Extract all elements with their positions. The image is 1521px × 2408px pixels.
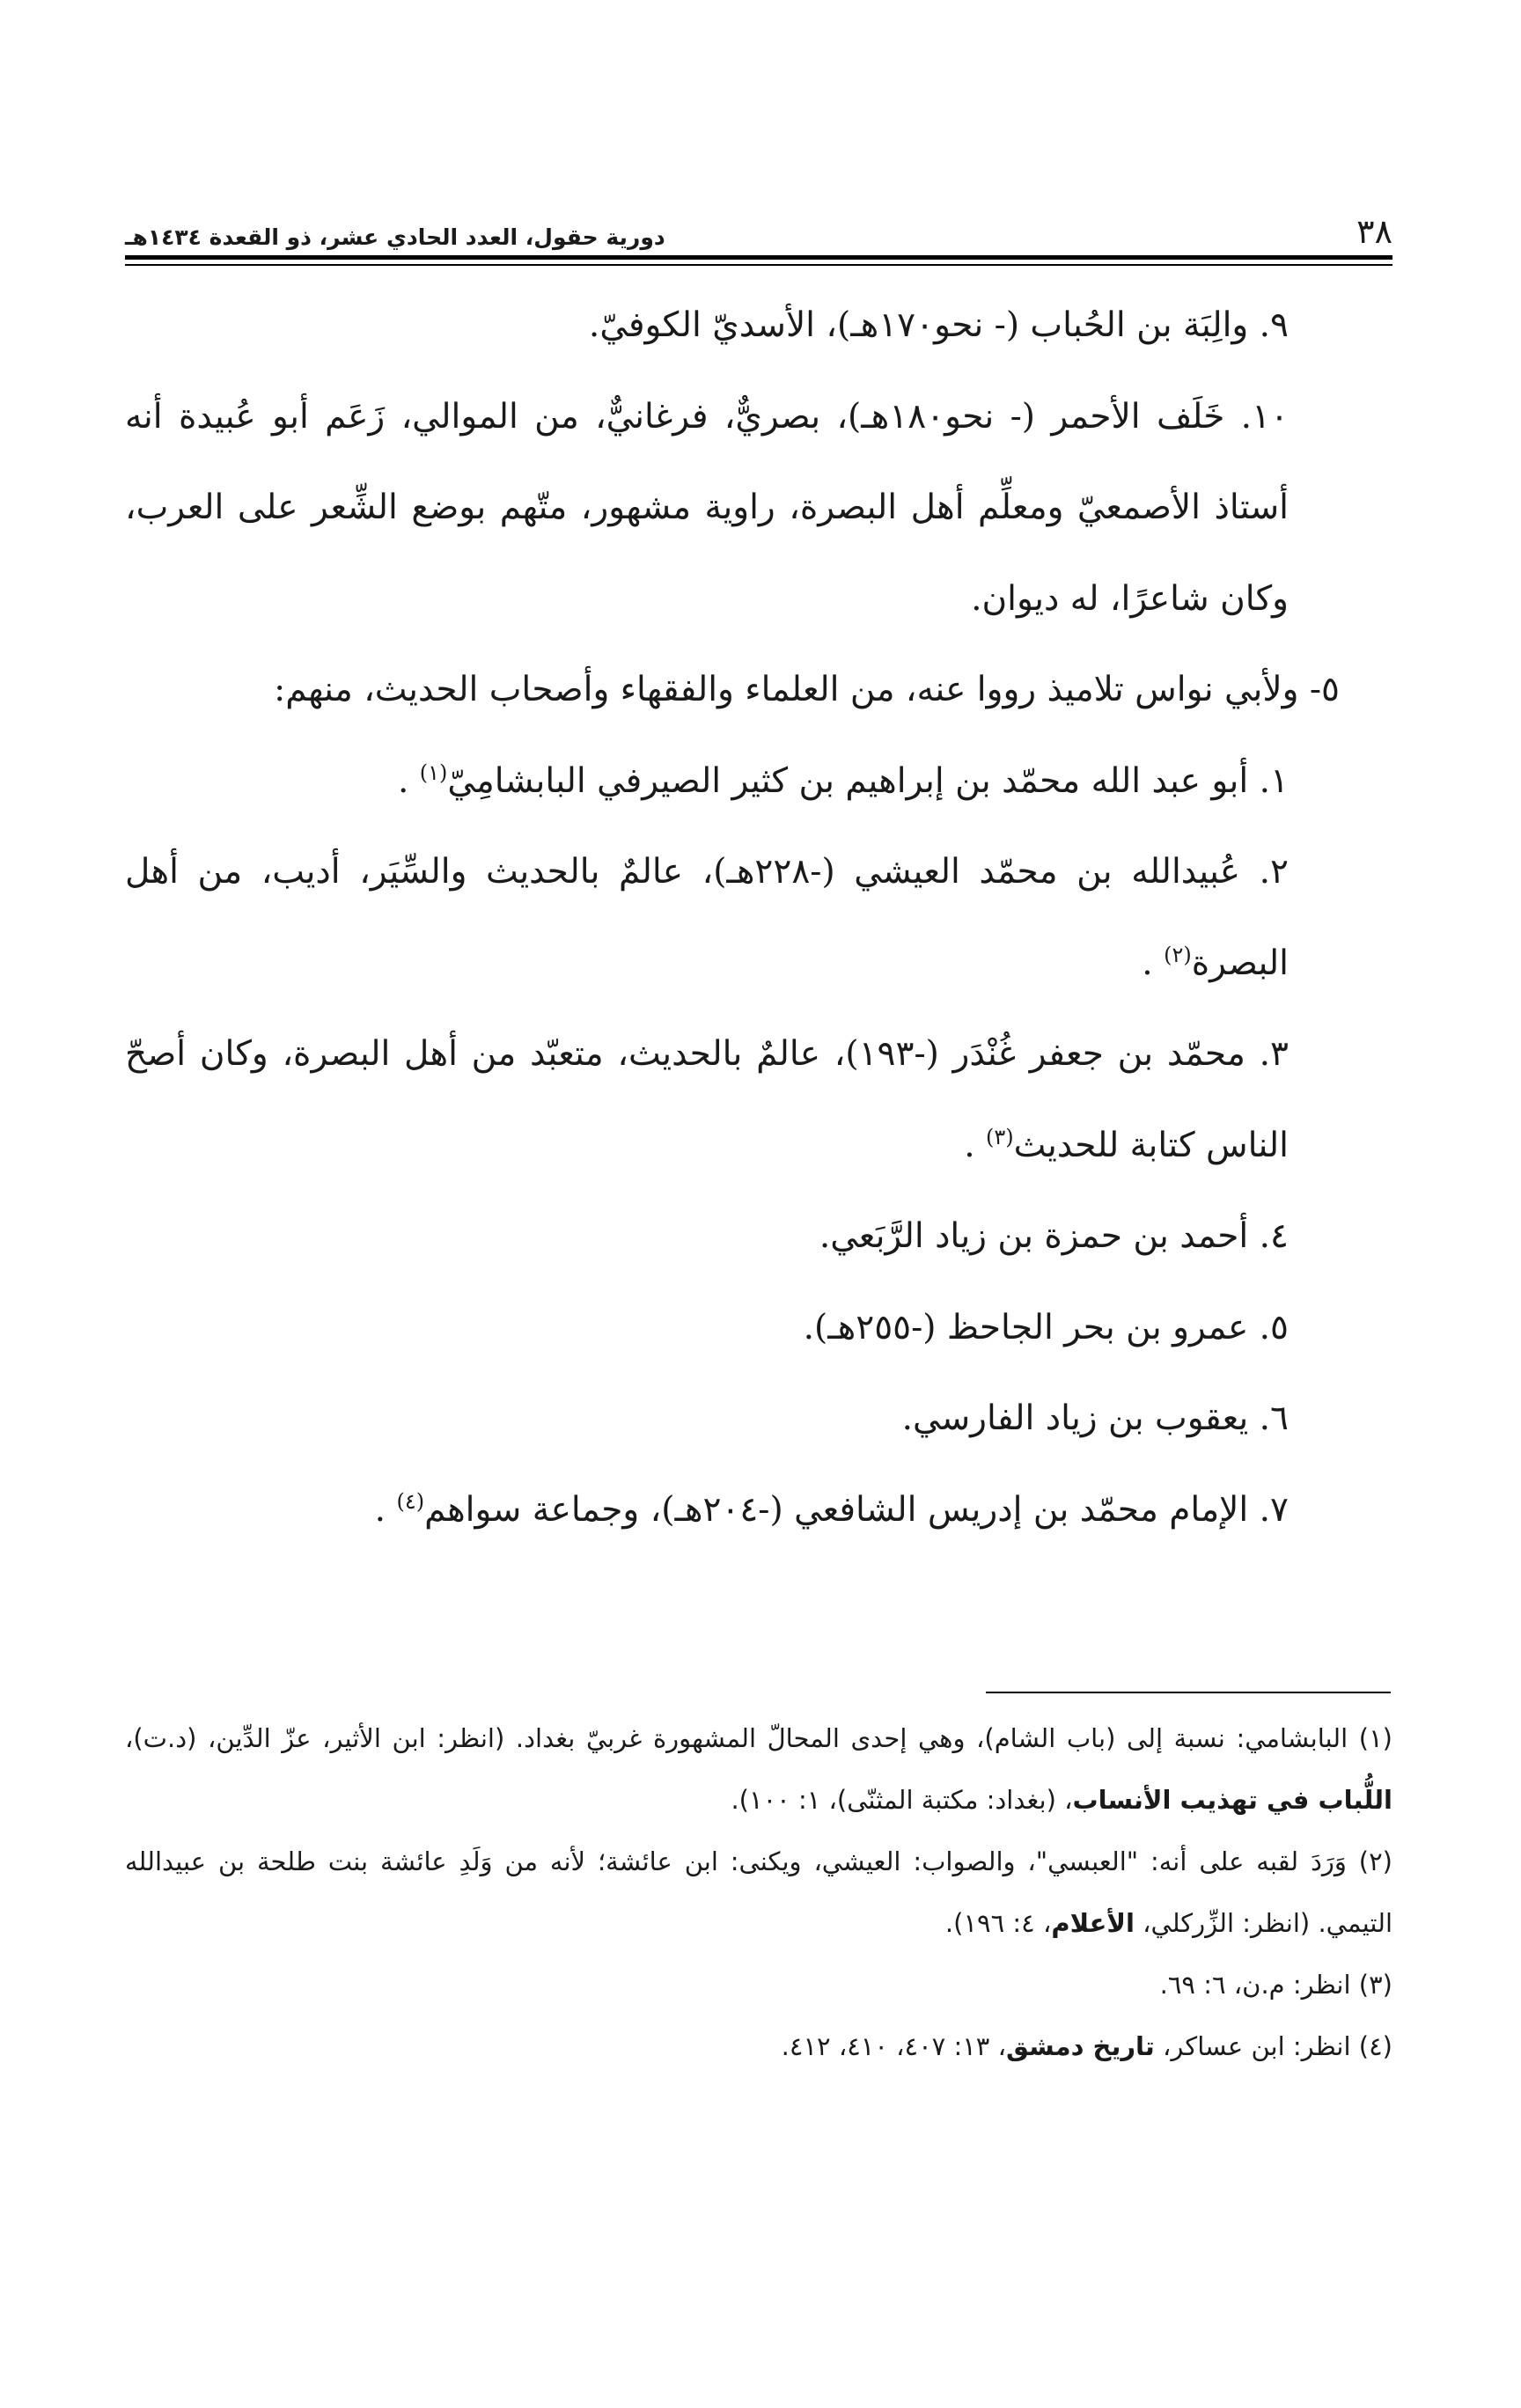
footnote-4-text-b: ، ١٣: ٤٠٧، ٤١٠، ٤١٢. [781, 2031, 1006, 2061]
journal-title: دورية حقول، العدد الحادي عشر، ذو القعدة ١٤٣٤هـ [125, 224, 665, 250]
period: . [374, 1489, 397, 1530]
student-item-7 [125, 1465, 1392, 1556]
header-rule-thin [125, 264, 1392, 266]
footnote-4-text-a: (٤) انظر: ابن عساكر، [1154, 2031, 1392, 2061]
footnote-2-text-b: ، ٤: ١٩٦). [944, 1908, 1052, 1938]
footnote-2-text-a: (٢) وَرَدَ لقبه على أنه: "العبسي"، والصواب: العيشي، ويكنى: ابن عائشة؛ لأنه من وَلَدِ عائشة بنت طلحة بن عبيدالله التيمي. (انظر: الزِّركلي، [125, 1846, 1392, 1938]
student-item-2 [125, 826, 1392, 1009]
footnotes [125, 1707, 1392, 2077]
page-number: ٣٨ [1356, 212, 1392, 251]
period: . [964, 1125, 987, 1165]
student-item-3 [125, 1009, 1392, 1191]
footnote-1-text-a: (١) البابشامي: نسبة إلى (باب الشام)، وهي إحدى المحالّ المشهورة غربيّ بغداد. (انظر: ابن الأثير، عزّ الدِّين، (د.ت)، [125, 1723, 1392, 1753]
student-item-6: ٦. يعقوب بن زياد الفارسي. [901, 1399, 1289, 1438]
period: . [1142, 943, 1165, 983]
footnote-ref-4: (٤) [396, 1488, 425, 1514]
section-5-heading: ٥- ولأبي نواس تلاميذ رووا عنه، من العلماء والفقهاء وأصحاب الحديث، منهم: [274, 670, 1340, 709]
body-text [125, 280, 1392, 1555]
footnote-3: (٣) انظر: م.ن، ٦: ٦٩. [1159, 1970, 1392, 2000]
running-header [125, 195, 1392, 251]
footnote-1-book-title: اللُّباب في تهذيب الأنساب [1072, 1785, 1392, 1815]
footnote-ref-2: (٢) [1164, 942, 1192, 967]
footnote-2-book-title: الأعلام [1051, 1908, 1135, 1938]
footnote-4-book-title: تاريخ دمشق [1005, 2031, 1155, 2061]
footnote-ref-3: (٣) [986, 1124, 1014, 1149]
list-item-10: ١٠. خَلَف الأحمر (- نحو١٨٠هـ)، بصريٌّ، فرغانيٌّ، من الموالي، زَعَم أبو عُبيدة أنه أستاذ الأصمعيّ ومعلِّم أهل البصرة، راوية مشهور، متّهم بوضع الشِّعر على العرب، وكان شاعرًا، له ديوان. [125, 396, 1289, 619]
list-item-9: ٩. والِبَة بن الحُباب (- نحو١٧٠هـ)، الأسديّ الكوفيّ. [588, 305, 1289, 345]
footnote-4 [125, 2015, 1392, 2077]
student-item-4: ٤. أحمد بن حمزة بن زياد الرَّبَعي. [819, 1216, 1289, 1256]
student-item-1 [125, 736, 1392, 827]
header-rule-thick [125, 255, 1392, 260]
footnote-2 [125, 1831, 1392, 1954]
period: . [397, 760, 420, 801]
student-item-5: ٥. عمرو بن بحر الجاحظ (-٢٥٥هـ). [803, 1307, 1289, 1347]
footnote-ref-1: (١) [419, 760, 448, 785]
student-item-3-text: ٣. محمّد بن جعفر غُنْدَر (-١٩٣)، عالمٌ بالحديث، متعبّد من أهل البصرة، وكان أصحّ الناس كتابة للحديث [125, 1034, 1289, 1165]
footnote-separator [986, 1692, 1391, 1693]
footnote-1 [125, 1707, 1392, 1831]
student-item-2-text: ٢. عُبيدالله بن محمّد العيشي (-٢٢٨هـ)، عالمٌ بالحديث والسِّيَر، أديب، من أهل البصرة [125, 852, 1289, 983]
student-item-7-text: ٧. الإمام محمّد بن إدريس الشافعي (-٢٠٤هـ)، وجماعة سواهم [424, 1489, 1289, 1530]
student-item-1-text: ١. أبو عبد الله محمّد بن إبراهيم بن كثير الصيرفي البابشامِيّ [447, 760, 1289, 801]
footnote-1-text-b: ، (بغداد: مكتبة المثنّى)، ١: ١٠٠). [731, 1785, 1073, 1815]
